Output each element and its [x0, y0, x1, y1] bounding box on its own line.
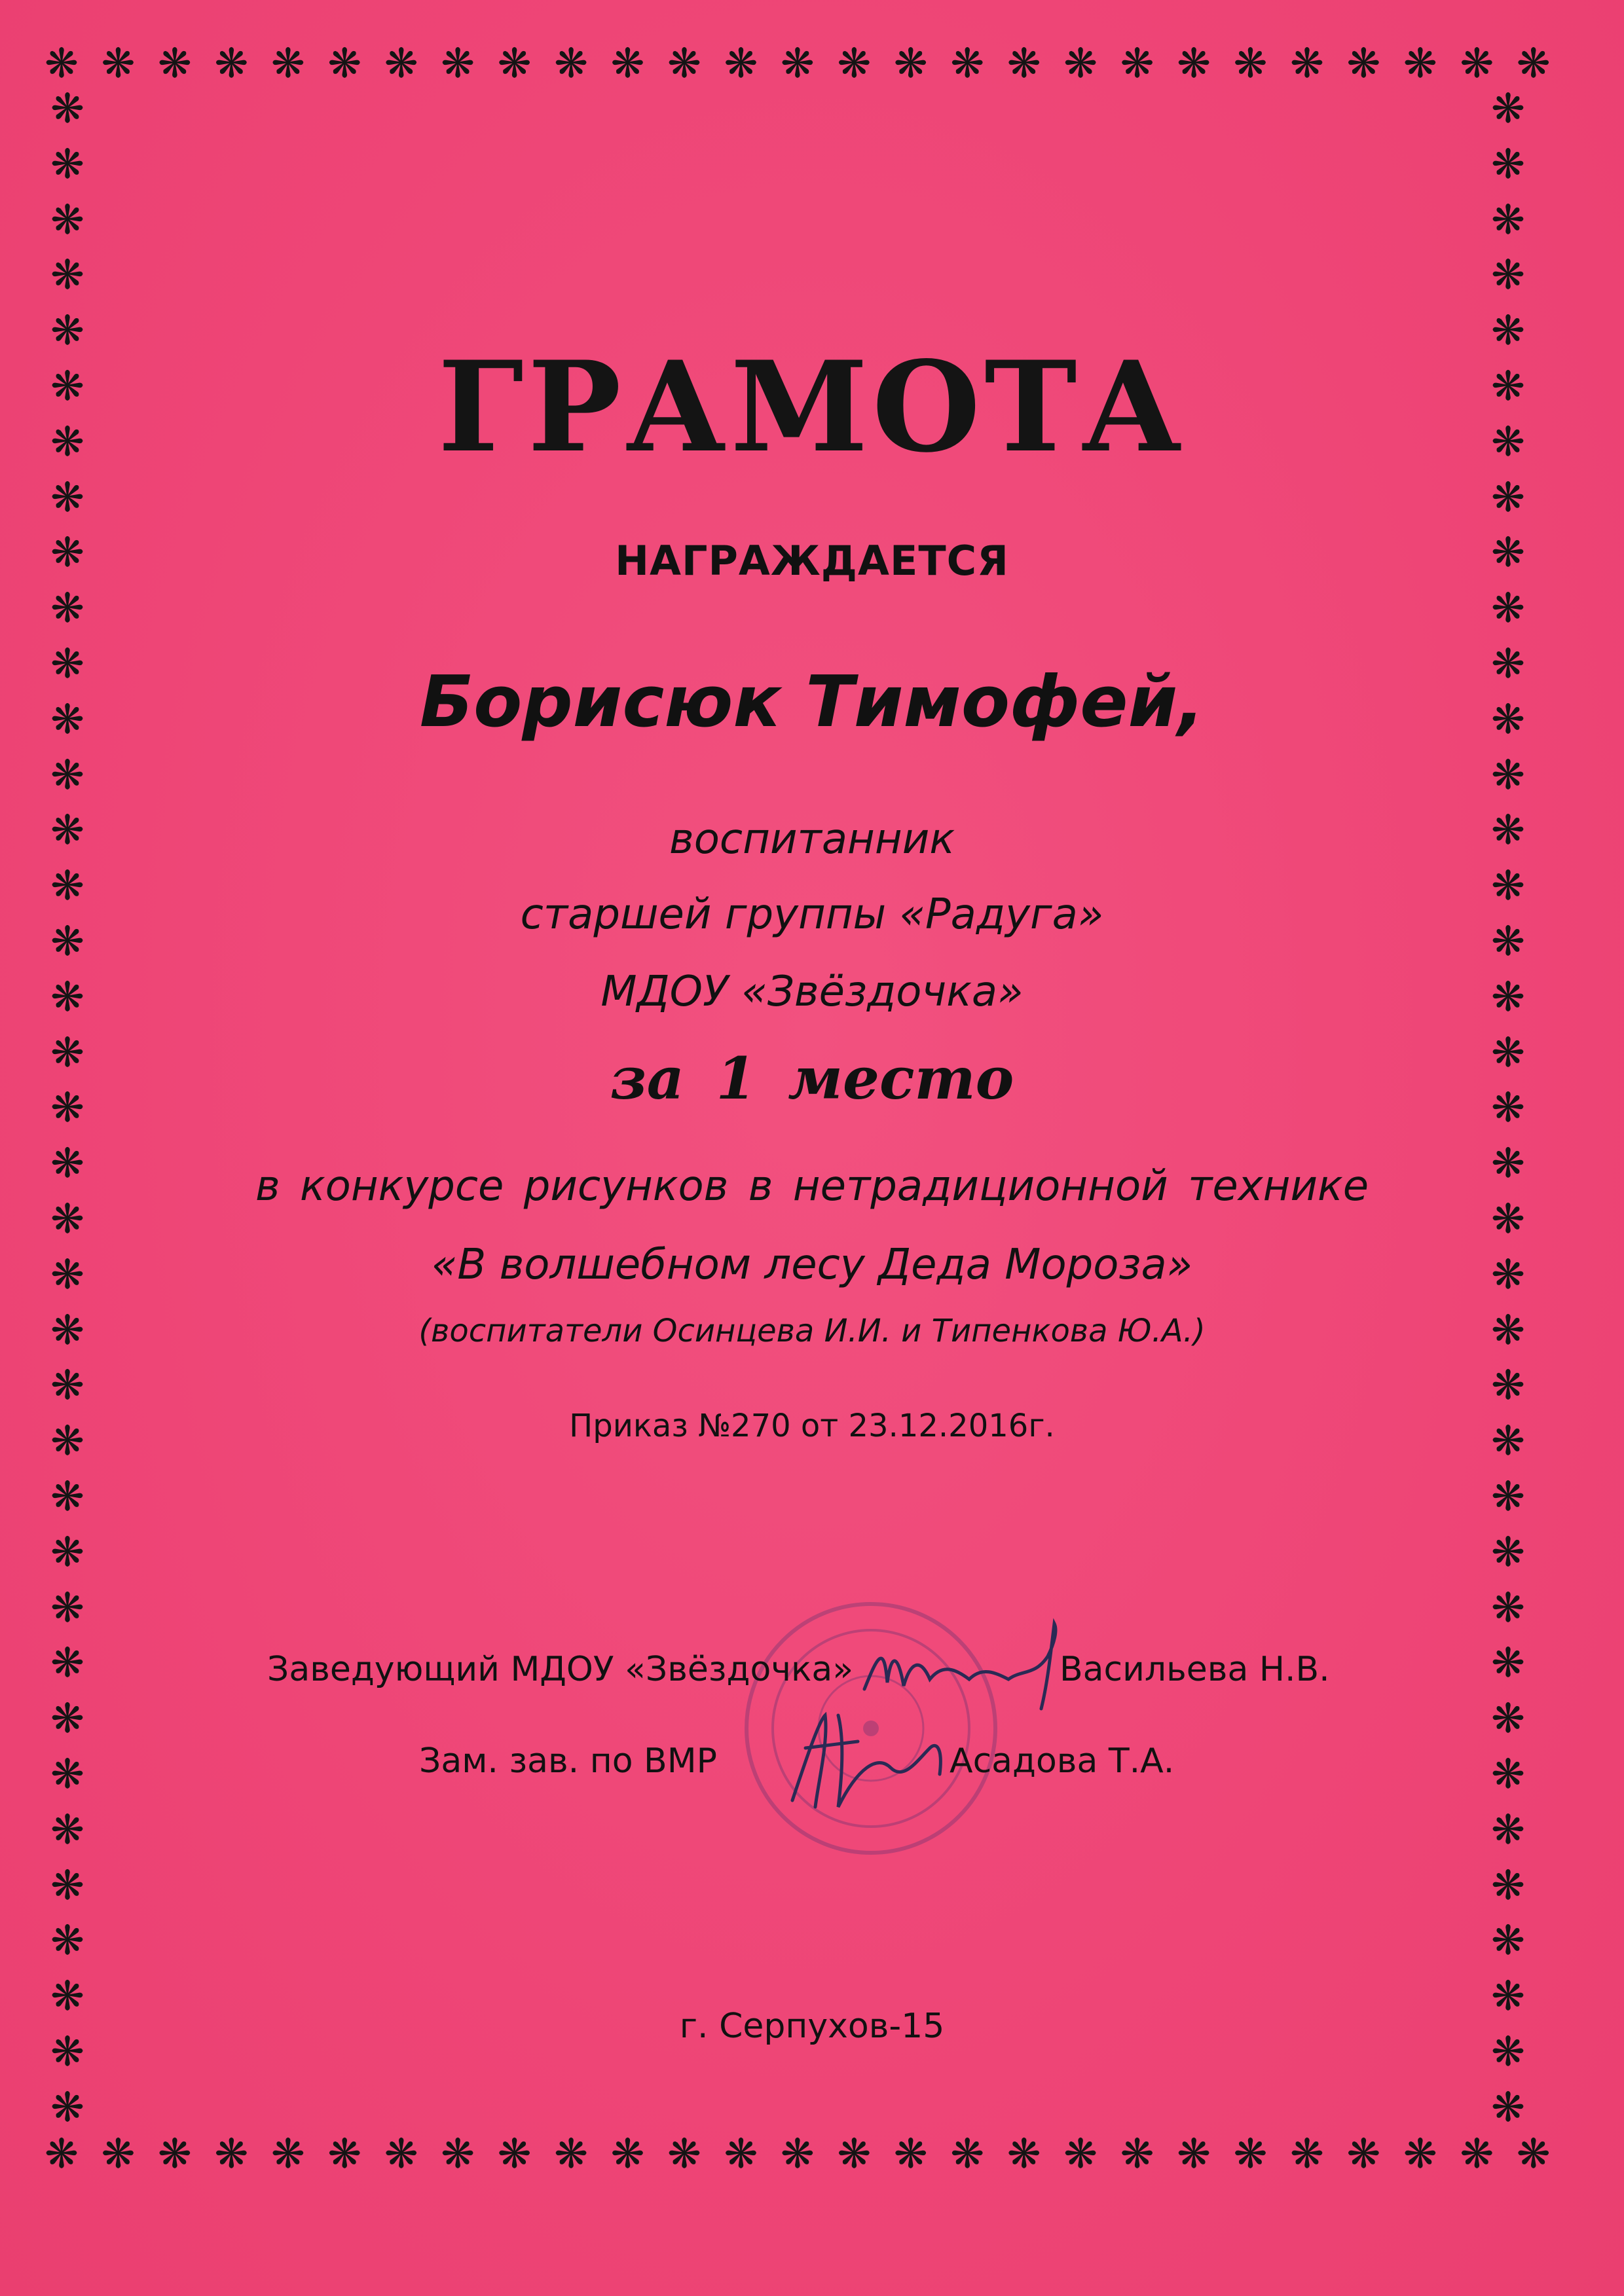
snowflake-star-icon: ❋ [610, 39, 645, 87]
snowflake-star-icon: ❋ [497, 39, 532, 87]
contest-description: в конкурсе рисунков в нетрадиционной технике [255, 1162, 1369, 1211]
snowflake-star-icon: ❋ [1491, 862, 1525, 910]
snowflake-star-icon: ❋ [50, 1472, 84, 1520]
snowflake-star-icon: ❋ [1346, 39, 1381, 87]
contest-name: «В волшебном лесу Деда Мороза» [431, 1241, 1193, 1289]
snowflake-star-icon: ❋ [837, 39, 872, 87]
snowflake-star-icon: ❋ [1233, 39, 1268, 87]
snowflake-star-icon: ❋ [50, 84, 84, 132]
snowflake-star-icon: ❋ [50, 1305, 84, 1354]
recipient-name: Борисюк Тимофей, [419, 661, 1205, 743]
educators-note: (воспитатели Осинцева И.И. и Типенкова Ю.А.) [418, 1313, 1206, 1349]
snowflake-star-icon: ❋ [1006, 2130, 1041, 2178]
snowflake-star-icon: ❋ [1403, 39, 1437, 87]
city-label: г. Серпухов-15 [679, 2007, 945, 2046]
snowflake-star-icon: ❋ [1120, 2130, 1154, 2178]
snowflake-star-icon: ❋ [1491, 1639, 1525, 1687]
snowflake-star-icon: ❋ [1491, 1417, 1525, 1465]
snowflake-star-icon: ❋ [1491, 417, 1525, 465]
snowflake-star-icon: ❋ [1063, 2130, 1098, 2178]
snowflake-star-icon: ❋ [384, 39, 418, 87]
snowflake-star-icon: ❋ [50, 417, 84, 465]
snowflake-star-icon: ❋ [50, 1139, 84, 1188]
snowflake-star-icon: ❋ [1491, 1805, 1525, 1853]
snowflake-star-icon: ❋ [1491, 1972, 1525, 2020]
snowflake-star-icon: ❋ [1403, 2130, 1437, 2178]
snowflake-star-icon: ❋ [50, 1527, 84, 1576]
snowflake-star-icon: ❋ [1491, 473, 1525, 521]
snowflake-star-icon: ❋ [50, 806, 84, 854]
snowflake-star-icon: ❋ [1460, 39, 1494, 87]
snowflake-star-icon: ❋ [1491, 1749, 1525, 1798]
snowflake-star-icon: ❋ [50, 473, 84, 521]
pupil-label: воспитанник [669, 815, 955, 864]
snowflake-star-icon: ❋ [497, 2130, 532, 2178]
snowflake-star-icon: ❋ [1491, 1472, 1525, 1520]
snowflake-star-icon: ❋ [724, 2130, 758, 2178]
snowflake-star-icon: ❋ [1491, 806, 1525, 854]
place-award: за 1 место [610, 1044, 1014, 1112]
snowflake-star-icon: ❋ [1491, 917, 1525, 965]
snowflake-star-icon: ❋ [667, 39, 701, 87]
snowflake-star-icon: ❋ [1491, 584, 1525, 632]
snowflake-star-icon: ❋ [50, 1583, 84, 1631]
snowflake-star-icon: ❋ [1063, 39, 1098, 87]
snowflake-star-icon: ❋ [50, 195, 84, 244]
snowflake-star-icon: ❋ [50, 1417, 84, 1465]
snowflake-star-icon: ❋ [1289, 2130, 1324, 2178]
snowflake-star-icon: ❋ [1491, 1694, 1525, 1743]
snowflake-star-icon: ❋ [50, 972, 84, 1021]
snowflake-star-icon: ❋ [780, 39, 815, 87]
snowflake-star-icon: ❋ [1491, 1361, 1525, 1410]
snowflake-star-icon: ❋ [101, 2130, 136, 2178]
snowflake-star-icon: ❋ [1491, 195, 1525, 244]
snowflake-star-icon: ❋ [1460, 2130, 1494, 2178]
deputy-name: Асадова Т.А. [950, 1741, 1175, 1781]
group-name: старшей группы «Радуга» [520, 890, 1104, 939]
snowflake-star-icon: ❋ [50, 361, 84, 410]
snowflake-star-icon: ❋ [1177, 39, 1211, 87]
snowflake-star-icon: ❋ [1491, 695, 1525, 743]
snowflake-star-icon: ❋ [610, 2130, 645, 2178]
deputy-signature [779, 1702, 950, 1813]
snowflake-star-icon: ❋ [950, 39, 985, 87]
snowflake-star-icon: ❋ [554, 39, 589, 87]
snowflake-star-icon: ❋ [50, 695, 84, 743]
snowflake-star-icon: ❋ [50, 1972, 84, 2020]
snowflake-star-icon: ❋ [50, 251, 84, 299]
snowflake-star-icon: ❋ [50, 862, 84, 910]
snowflake-star-icon: ❋ [1491, 639, 1525, 687]
certificate-title: ГРАМОТА [437, 334, 1187, 480]
snowflake-star-icon: ❋ [50, 306, 84, 355]
snowflake-star-icon: ❋ [1491, 251, 1525, 299]
head-name: Васильева Н.В. [1060, 1650, 1330, 1689]
snowflake-star-icon: ❋ [50, 1250, 84, 1298]
snowflake-star-icon: ❋ [1491, 1861, 1525, 1909]
snowflake-star-icon: ❋ [50, 1084, 84, 1132]
snowflake-star-icon: ❋ [1516, 2130, 1551, 2178]
snowflake-star-icon: ❋ [270, 39, 305, 87]
snowflake-star-icon: ❋ [50, 917, 84, 965]
snowflake-star-icon: ❋ [667, 2130, 701, 2178]
snowflake-star-icon: ❋ [50, 750, 84, 799]
snowflake-star-icon: ❋ [893, 39, 928, 87]
snowflake-star-icon: ❋ [837, 2130, 872, 2178]
snowflake-star-icon: ❋ [1491, 1583, 1525, 1631]
snowflake-star-icon: ❋ [50, 2027, 84, 2075]
snowflake-star-icon: ❋ [1491, 2083, 1525, 2131]
head-role: Заведующий МДОУ «Звёздочка» [267, 1650, 854, 1689]
border-top [45, 41, 1551, 86]
snowflake-star-icon: ❋ [50, 584, 84, 632]
snowflake-star-icon: ❋ [50, 1749, 84, 1798]
snowflake-star-icon: ❋ [50, 1361, 84, 1410]
snowflake-star-icon: ❋ [780, 2130, 815, 2178]
snowflake-star-icon: ❋ [1491, 139, 1525, 188]
snowflake-star-icon: ❋ [893, 2130, 928, 2178]
snowflake-star-icon: ❋ [1491, 1916, 1525, 1965]
snowflake-star-icon: ❋ [1233, 2130, 1268, 2178]
snowflake-star-icon: ❋ [1006, 39, 1041, 87]
snowflake-star-icon: ❋ [50, 1028, 84, 1076]
snowflake-star-icon: ❋ [1177, 2130, 1211, 2178]
snowflake-star-icon: ❋ [1491, 972, 1525, 1021]
snowflake-star-icon: ❋ [1491, 1305, 1525, 1354]
snowflake-star-icon: ❋ [327, 2130, 362, 2178]
snowflake-star-icon: ❋ [157, 39, 192, 87]
snowflake-star-icon: ❋ [50, 528, 84, 577]
awarded-label: НАГРАЖДАЕТСЯ [615, 537, 1009, 585]
snowflake-star-icon: ❋ [554, 2130, 589, 2178]
snowflake-star-icon: ❋ [1491, 1250, 1525, 1298]
snowflake-star-icon: ❋ [50, 1639, 84, 1687]
snowflake-star-icon: ❋ [1491, 306, 1525, 355]
snowflake-star-icon: ❋ [50, 1194, 84, 1243]
snowflake-star-icon: ❋ [101, 39, 136, 87]
snowflake-star-icon: ❋ [45, 39, 79, 87]
snowflake-star-icon: ❋ [157, 2130, 192, 2178]
snowflake-star-icon: ❋ [50, 1861, 84, 1909]
snowflake-star-icon: ❋ [1516, 39, 1551, 87]
snowflake-star-icon: ❋ [1491, 361, 1525, 410]
snowflake-star-icon: ❋ [1346, 2130, 1381, 2178]
snowflake-star-icon: ❋ [45, 2130, 79, 2178]
snowflake-star-icon: ❋ [1491, 2027, 1525, 2075]
snowflake-star-icon: ❋ [1120, 39, 1154, 87]
snowflake-star-icon: ❋ [1491, 1028, 1525, 1076]
snowflake-star-icon: ❋ [1491, 84, 1525, 132]
head-signature [858, 1617, 1074, 1715]
snowflake-star-icon: ❋ [384, 2130, 418, 2178]
border-bottom [45, 2131, 1551, 2177]
snowflake-star-icon: ❋ [214, 2130, 249, 2178]
snowflake-star-icon: ❋ [50, 1694, 84, 1743]
snowflake-star-icon: ❋ [214, 39, 249, 87]
snowflake-star-icon: ❋ [50, 139, 84, 188]
snowflake-star-icon: ❋ [50, 1805, 84, 1853]
snowflake-star-icon: ❋ [270, 2130, 305, 2178]
snowflake-star-icon: ❋ [1491, 1527, 1525, 1576]
school-name: МДОУ «Звёздочка» [600, 968, 1024, 1016]
snowflake-star-icon: ❋ [724, 39, 758, 87]
snowflake-star-icon: ❋ [441, 2130, 475, 2178]
snowflake-star-icon: ❋ [50, 2083, 84, 2131]
snowflake-star-icon: ❋ [1491, 1139, 1525, 1188]
snowflake-star-icon: ❋ [441, 39, 475, 87]
snowflake-star-icon: ❋ [1289, 39, 1324, 87]
snowflake-star-icon: ❋ [327, 39, 362, 87]
snowflake-star-icon: ❋ [1491, 528, 1525, 577]
snowflake-star-icon: ❋ [50, 1916, 84, 1965]
snowflake-star-icon: ❋ [1491, 750, 1525, 799]
snowflake-star-icon: ❋ [1491, 1194, 1525, 1243]
deputy-role: Зам. зав. по ВМР [419, 1741, 717, 1781]
snowflake-star-icon: ❋ [1491, 1084, 1525, 1132]
snowflake-star-icon: ❋ [50, 639, 84, 687]
snowflake-star-icon: ❋ [950, 2130, 985, 2178]
order-reference: Приказ №270 от 23.12.2016г. [569, 1408, 1055, 1444]
